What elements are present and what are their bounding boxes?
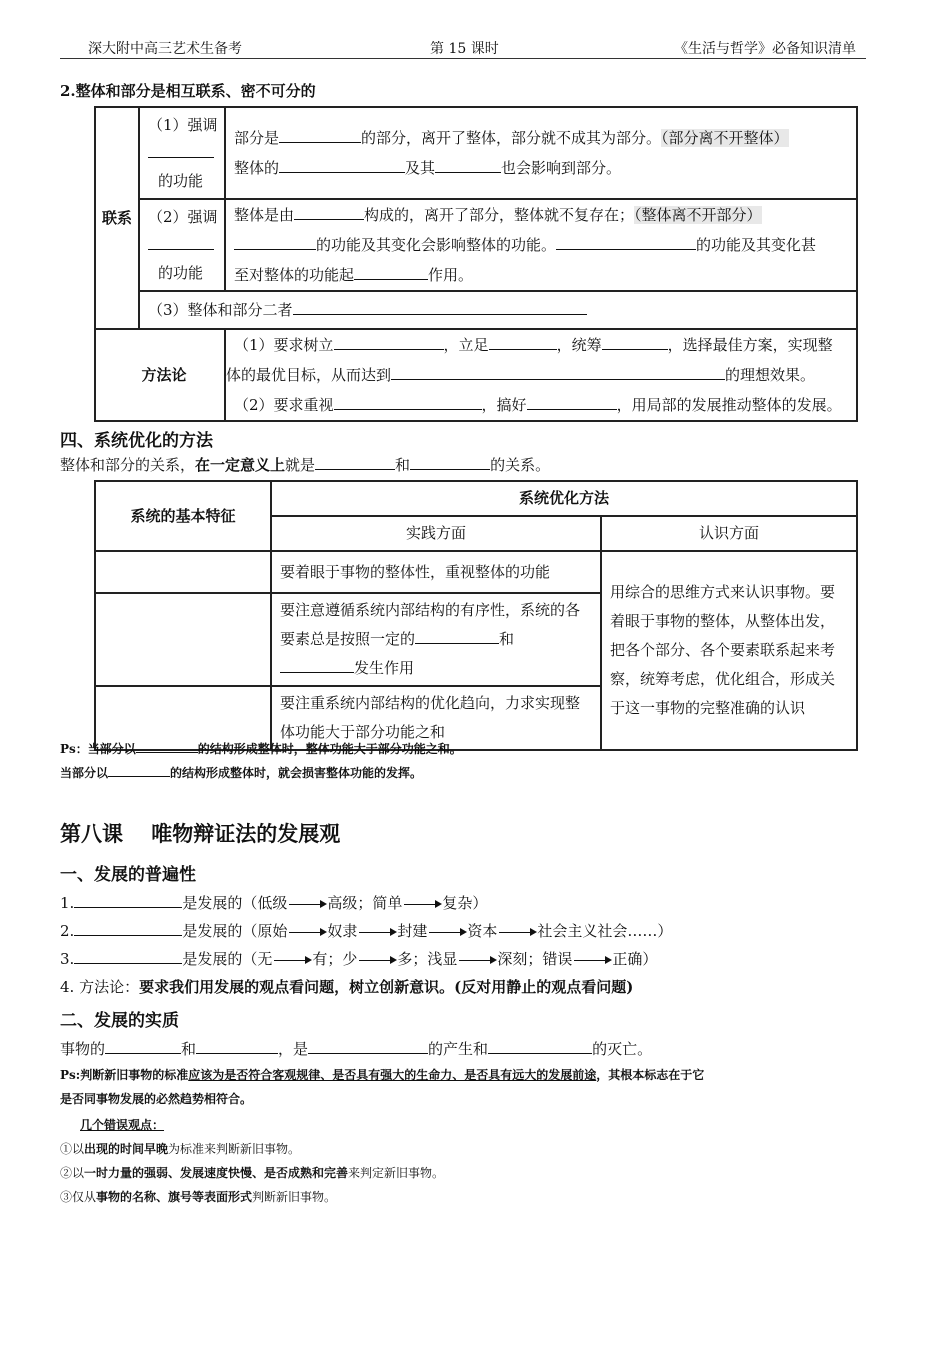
fangfa-label: 方法论 xyxy=(95,329,225,421)
row2-content: 整体是由 构成的，离开了部分，整体就不复存在；（整体离不开部分） 的功能及其变化会影响整体的功能。 的功能及其变化甚 至对整体的功能起 作用。 xyxy=(225,199,857,291)
section4-line: 整体和部分的关系，在一定意义上就是 和 的关系。 xyxy=(60,456,551,474)
h-method: 系统优化方法 xyxy=(271,481,857,516)
dev-item-2: 2. 是发展的（原始 奴隶 封建 资本 社会主义社会……） xyxy=(60,922,673,940)
page-header xyxy=(60,36,866,59)
header-center: 第 15 课时 xyxy=(430,41,499,57)
ps-note-3b: 是否同事物发展的必然趋势相符合。 xyxy=(60,1092,253,1106)
cognition-cell: 用综合的思维方式来认识事物。要着眼于事物的整体，从整体出发，把各个部分、各个要素联系起来考察，统筹考虑，优化组合，形成关于这一事物的完整准确的认识 xyxy=(601,551,857,750)
error-3: ③仅从事物的名称、旗号等表面形式判断新旧事物。 xyxy=(60,1190,337,1204)
row2-label: （2）强调 的功能 xyxy=(139,199,225,291)
row3-content: （3）整体和部分二者 xyxy=(139,291,857,329)
lesson-title: 第八课 唯物辩证法的发展观 xyxy=(60,821,341,846)
feature-cell-2 xyxy=(95,593,271,686)
dev-item-1: 1. 是发展的（低级 高级；简单 复杂） xyxy=(60,894,488,912)
fangfa-content: （1）要求树立 ，立足 ，统筹 ，选择最佳方案，实现整 体的最优目标，从而达到 的理想效果。 （2）要求重视 ，搞好 ，用局部的发展推动整体的发展。 xyxy=(225,329,857,421)
section-title: 2.整体和部分是相互联系、密不可分的 xyxy=(60,82,316,100)
lianxi-label: 联系 xyxy=(95,107,139,329)
ps-note-2: 当部分以 的结构形成整体时，就会损害整体功能的发挥。 xyxy=(60,766,423,780)
error-1: ①以出现的时间早晚为标准来判断新旧事物。 xyxy=(60,1142,301,1156)
s1-title: 一、发展的普遍性 xyxy=(60,865,196,885)
ps-note-1: Ps：当部分以 的结构形成整体时，整体功能大于部分功能之和。 xyxy=(60,742,462,756)
s2-title: 二、发展的实质 xyxy=(60,1011,179,1031)
practice-3: 要注重系统内部结构的优化趋向，力求实现整体功能大于部分功能之和 xyxy=(271,686,601,750)
section4-title: 四、系统优化的方法 xyxy=(60,431,213,451)
dev-item-3: 3. 是发展的（无 有；少 多；浅显 深刻；错误 正确） xyxy=(60,950,658,968)
header-left: 深大附中高三艺术生备考 xyxy=(88,41,242,57)
header-right: 《生活与哲学》必备知识清单 xyxy=(674,41,856,57)
ps-note-3: Ps:判断新旧事物的标准应该为是否符合客观规律、是否具有强大的生命力、是否具有远大的发展前途，其根本标志在于它 xyxy=(60,1068,705,1082)
errors-title: 几个错误观点： xyxy=(80,1118,165,1132)
row1-content: 部分是 的部分，离开了整体，部分就不成其为部分。（部分离不开整体） 整体的 及其 也会影响到部分。 xyxy=(225,107,857,199)
h-feature: 系统的基本特征 xyxy=(95,481,271,551)
feature-cell-1 xyxy=(95,551,271,593)
row1-label: （1）强调 的功能 xyxy=(139,107,225,199)
essence-line: 事物的 和 ，是 的产生和 的灭亡。 xyxy=(60,1040,653,1058)
practice-2: 要注意遵循系统内部结构的有序性，系统的各要素总是按照一定的 和 发生作用 xyxy=(271,593,601,686)
error-2: ②以一时力量的强弱、发展速度快慢、是否成熟和完善来判定新旧事物。 xyxy=(60,1166,445,1180)
dev-item-4: 4. 方法论：要求我们用发展的观点看问题，树立创新意识。(反对用静止的观点看问题) xyxy=(60,978,634,996)
h-practice: 实践方面 xyxy=(271,516,601,551)
practice-1: 要着眼于事物的整体性，重视整体的功能 xyxy=(271,551,601,593)
system-optimization-table xyxy=(94,480,858,751)
h-cognition: 认识方面 xyxy=(601,516,857,551)
whole-part-table xyxy=(94,106,858,422)
